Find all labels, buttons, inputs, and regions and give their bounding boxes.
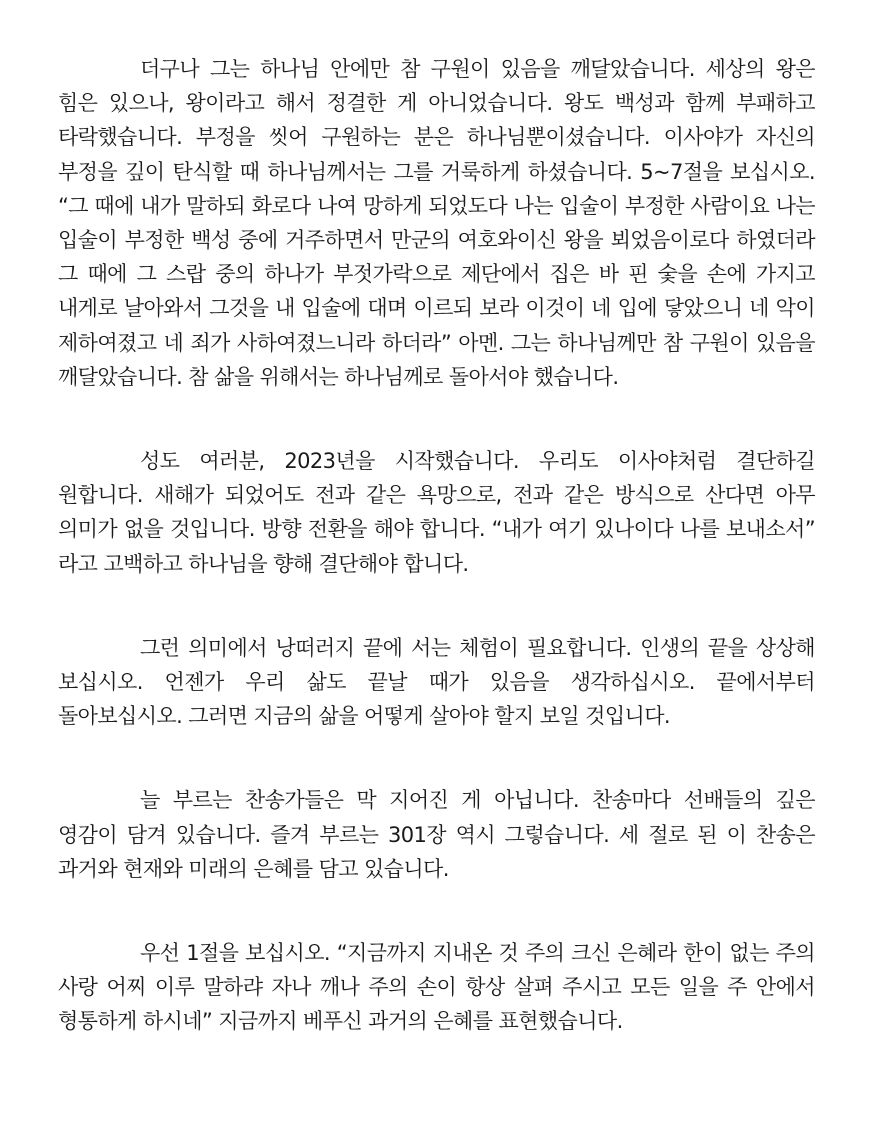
paragraph-2: 성도 여러분, 2023년을 시작했습니다. 우리도 이사야처럼 결단하길 원합니다. 새해가 되었어도 전과 같은 욕망으로, 전과 같은 방식으로 산다면 아무 의미가 없을 것입니다. 방향 전환을 해야 합니다. “내가 여기 있나이다 나를 보내소서” 라고 고백하고 하나님을 향해 결단해야 합니다. [58, 449, 815, 576]
paragraph-3: 그런 의미에서 낭떠러지 끝에 서는 체험이 필요합니다. 인생의 끝을 상상해 보십시오. 언젠가 우리 삶도 끝날 때가 있음을 생각하십시오. 끝에서부터 돌아보십시오. 그러면 지금의 삶을 어떻게 살아야 할지 보일 것입니다. [58, 635, 815, 729]
paragraph-1: 더구나 그는 하나님 안에만 참 구원이 있음을 깨달았습니다. 세상의 왕은 힘은 있으나, 왕이라고 해서 정결한 게 아니었습니다. 왕도 백성과 함께 부패하고 타락했습니다. 부정을 씻어 구원하는 분은 하나님뿐이셨습니다. 이사야가 자신의 부정을 깊이 탄식할 때 하나님께서는 그를 거룩하게 하셨습니다. 5~7절을 보십시오. “그 때에 내가 말하되 화로다 나여 망하게 되었도다 나는 입술이 부정한 사람이요 나는 입술이 부정한 백성 중에 거주하면서 만군의 여호와이신 왕을 뵈었음이로다 하였더라 그 때에 그 스랍 중의 하나가 부젓가락으로 제단에서 집은 바 핀 숯을 손에 가지고 내게로 날아와서 그것을 내 입술에 대며 이르되 보라 이것이 네 입에 닿았으니 네 악이 제하여졌고 네 죄가 사하여졌느니라 하더라” 아멘. 그는 하나님께만 참 구원이 있음을 깨달았습니다. 참 삶을 위해서는 하나님께로 돌아서야 했습니다. [58, 57, 815, 389]
paragraph-5: 우선 1절을 보십시오. “지금까지 지내온 것 주의 크신 은혜라 한이 없는 주의 사랑 어찌 이루 말하랴 자나 깨나 주의 손이 항상 살펴 주시고 모든 일을 주 안에서 형통하게 하시네” 지금까지 베푸신 과거의 은혜를 표현했습니다. [58, 941, 815, 1034]
paragraph-4: 늘 부르는 찬송가들은 막 지어진 게 아닙니다. 찬송마다 선배들의 깊은 영감이 담겨 있습니다. 즐겨 부르는 301장 역시 그렇습니다. 세 절로 된 이 찬송은 과거와 현재와 미래의 은혜를 담고 있습니다. [58, 788, 815, 881]
document-body [58, 52, 815, 1039]
